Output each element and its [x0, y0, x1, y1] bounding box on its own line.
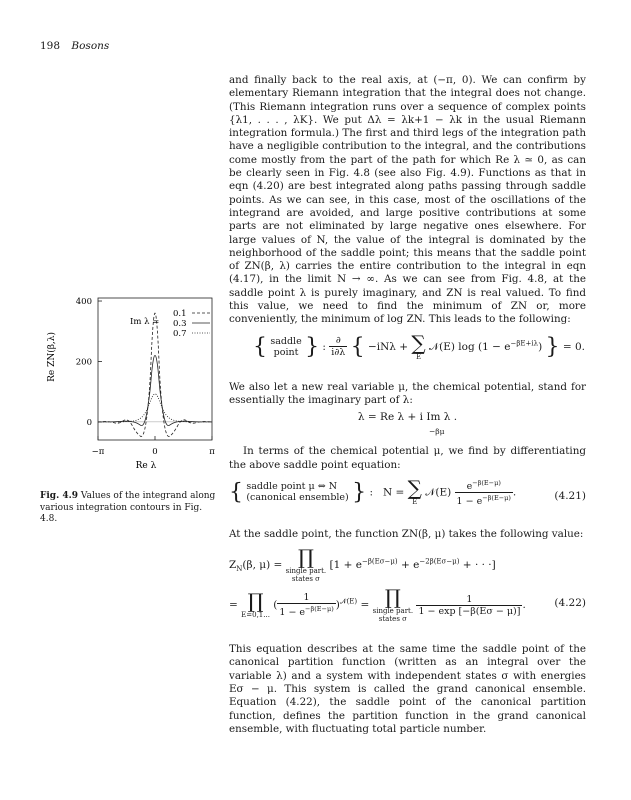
- page-number: 198: [40, 40, 61, 52]
- caption-label: Fig. 4.9: [40, 491, 79, 501]
- equation-4-22-line1: $Z_N(\beta$, μ) = ∏ single part. states σ [$1 + e^{-\beta(E\sigma-\mu)} + e^{-2\beta(E\sigma-\mu)}$ + · · ·]: [229, 545, 496, 584]
- paragraph-1: and finally back to the real axis, at (−π, 0). We can confirm by elementary Riemann integration that the integral does not change. (This Riemann integration runs over a sequence of complex points {λ1, . . . , λK}. We put Δλ = λk+1 − λk in the usual Riemann integration formula.) The first and third legs of the integration path have a negligible contribution to the integral, and the contributions come mostly from the part of the path for which Re λ ≃ 0, as can be clearly seen in Fig. 4.8 (see also Fig. 4.9). Functions as that in eqn (4.20) are best integrated along paths passing through saddle points. As we can see, in this case, most of the oscillations of the integrand are avoided, and large positive contributions at some parts are not eliminated by large negative ones elsewhere. For large values of N, the value of the integral is dominated by the neighborhood of the saddle point; this means that the saddle point of ZN(β, λ) carries the entire contribution to the integral in eqn (4.17), in the limit N → ∞. As we can see from Fig. 4.8, at the saddle point λ is purely imaginary, and ZN is real valued. To find this value, we need to find the minimum of ZN or, more conveniently, the minimum of log ZN. This leads to the following:: [229, 74, 586, 326]
- legend-label-0.3: 0.3: [173, 319, 187, 329]
- point-word: point: [273, 346, 299, 358]
- mu-underbrace: −βμ: [429, 427, 445, 437]
- figure-caption: [40, 491, 218, 526]
- mu-equation: [229, 411, 586, 441]
- x-axis-label: Re λ: [135, 461, 157, 470]
- equation-4-22-line2: = ∏ E=0,1... ( $\frac{1}{1 - e^{-\beta(E-\mu)}}$ )$^{𝒩(E)}$ = ∏ single part. states σ $\frac{1}{1 - \exp [-\beta(E\sigma - \mu)]}$ . (4.22): [229, 585, 586, 624]
- y-tick-label: 400: [75, 297, 92, 308]
- canonical-ensemble: (canonical ensemble): [246, 492, 349, 504]
- prod-index-2: E=0,1...: [241, 611, 270, 620]
- series-line-0.1: [98, 313, 212, 436]
- x-tick-label: −π: [91, 447, 105, 457]
- caption-text: Values of the integrand along various integration contours in Fig. 4.8.: [40, 491, 216, 524]
- series-line-0.7: [98, 394, 212, 422]
- prod-index-1b: states σ: [291, 575, 320, 584]
- y-tick-label: 200: [75, 357, 92, 368]
- prod-index-3b: states σ: [378, 615, 407, 624]
- equation-number-421: (4.21): [554, 489, 586, 502]
- x-tick-label: 0: [152, 447, 158, 457]
- paragraph-2: We also let a new real variable μ, the chemical potential, stand for essentially the imaginary part of λ:: [229, 380, 586, 406]
- sum-index: E: [416, 352, 422, 361]
- sum-index-2: E: [412, 498, 418, 507]
- legend-label-0.7: 0.7: [173, 329, 187, 339]
- figure-4-9: [40, 290, 220, 470]
- paragraph-4: At the saddle point, the function ZN(β, μ) takes the following value:: [229, 527, 584, 540]
- legend-title: Im λ =: [130, 317, 160, 327]
- main-text: [229, 74, 586, 736]
- mu-equation-text: λ = Re λ + i Im λ .: [357, 411, 458, 424]
- running-header: [40, 40, 109, 52]
- x-tick-label: π: [209, 447, 215, 457]
- saddle-word: saddle: [270, 335, 302, 347]
- series-line-0.3: [98, 355, 212, 425]
- y-tick-label: 0: [86, 417, 92, 428]
- equation-4-21: { saddle point μ ⇔ N (canonical ensemble) } : N = ∑ E 𝒩(E) $\frac{e^{-\beta(E-\mu)}}{1 - e^{-\beta(E-\mu)}}$ . (4.21): [229, 476, 586, 508]
- y-axis-label: Re ZN(β,λ): [47, 332, 57, 382]
- chapter-title: Bosons: [71, 40, 110, 52]
- equation-number-422: (4.22): [554, 597, 586, 610]
- prod-index-1: single part.: [285, 567, 327, 576]
- saddle-point-mu: saddle point μ ⇔ N: [246, 481, 338, 493]
- integrand-chart: [40, 290, 220, 470]
- saddle-equation: { saddle point } : $\frac{\partial}{i\partial\lambda}$ { −iNλ + ∑ E 𝒩(E) $\log (1 - e^{-\beta E+i\lambda})$ } = 0.: [253, 330, 585, 361]
- legend-label-0.1: 0.1: [173, 309, 187, 319]
- paragraph-3: In terms of the chemical potential μ, we find by differentiating the above saddle point equation:: [229, 445, 586, 471]
- prod-index-3: single part.: [372, 607, 414, 616]
- paragraph-5: This equation describes at the same time the saddle point of the canonical partition function (written as an integral over the variable λ) and a system with independent states σ with energies Eσ − μ. This system is called the grand canonical ensemble. Equation (4.22), the saddle point of the canonical partition function, defines the partition function in the grand canonical ensemble, with fluctuating total particle number.: [229, 643, 586, 735]
